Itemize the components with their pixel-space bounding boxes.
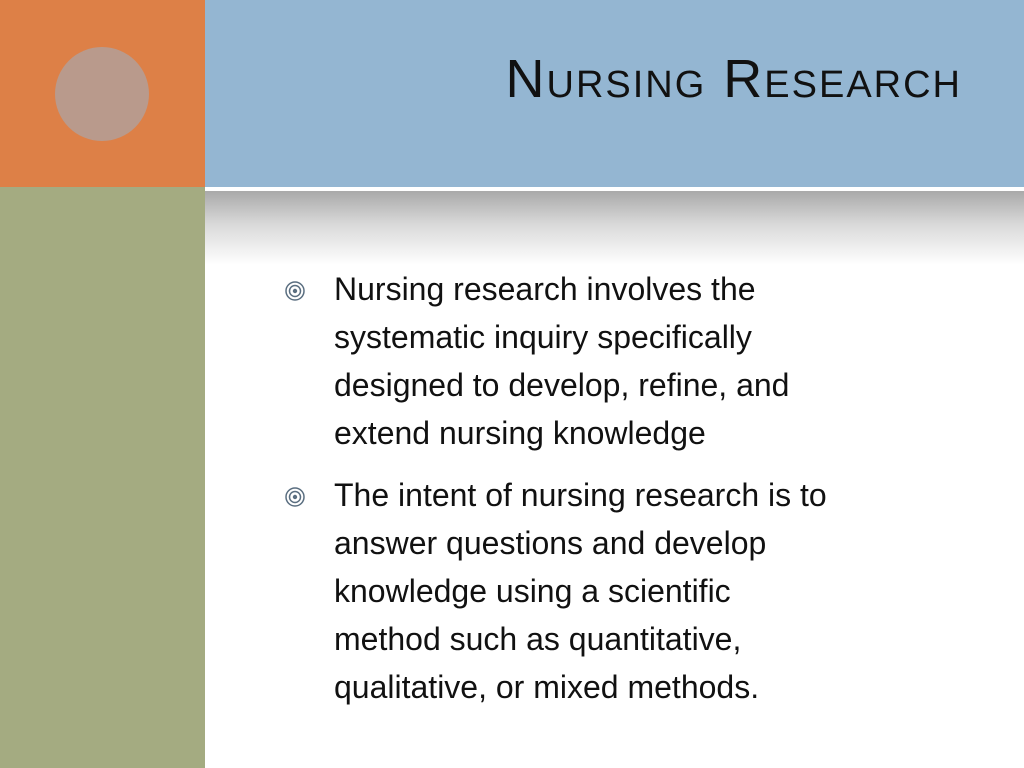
title-band	[205, 0, 1024, 187]
bullet-text	[334, 471, 964, 711]
bullet-text	[334, 265, 964, 457]
bullet-item	[284, 471, 964, 711]
bullet-item	[284, 265, 964, 457]
decorative-circle	[55, 47, 149, 141]
bullet-line: answer questions and develop	[334, 525, 767, 561]
bullet-list	[284, 265, 964, 725]
bullet-line: qualitative, or mixed methods.	[334, 669, 760, 705]
corner-accent-block	[0, 0, 205, 187]
target-bullet-icon	[284, 265, 334, 307]
bullet-line: Nursing research involves the	[334, 271, 756, 307]
bullet-line: designed to develop, refine, and	[334, 367, 790, 403]
bullet-line: systematic inquiry specifically	[334, 319, 752, 355]
bullet-line: The intent of nursing research is to	[334, 477, 827, 513]
title-shadow-gradient	[205, 191, 1024, 265]
bullet-line: method such as quantitative,	[334, 621, 742, 657]
bullet-line: extend nursing knowledge	[334, 415, 706, 451]
slide-title: Nursing Research	[505, 49, 962, 109]
bullet-line: knowledge using a scientific	[334, 573, 731, 609]
left-side-band	[0, 187, 205, 768]
target-bullet-icon	[284, 471, 334, 513]
